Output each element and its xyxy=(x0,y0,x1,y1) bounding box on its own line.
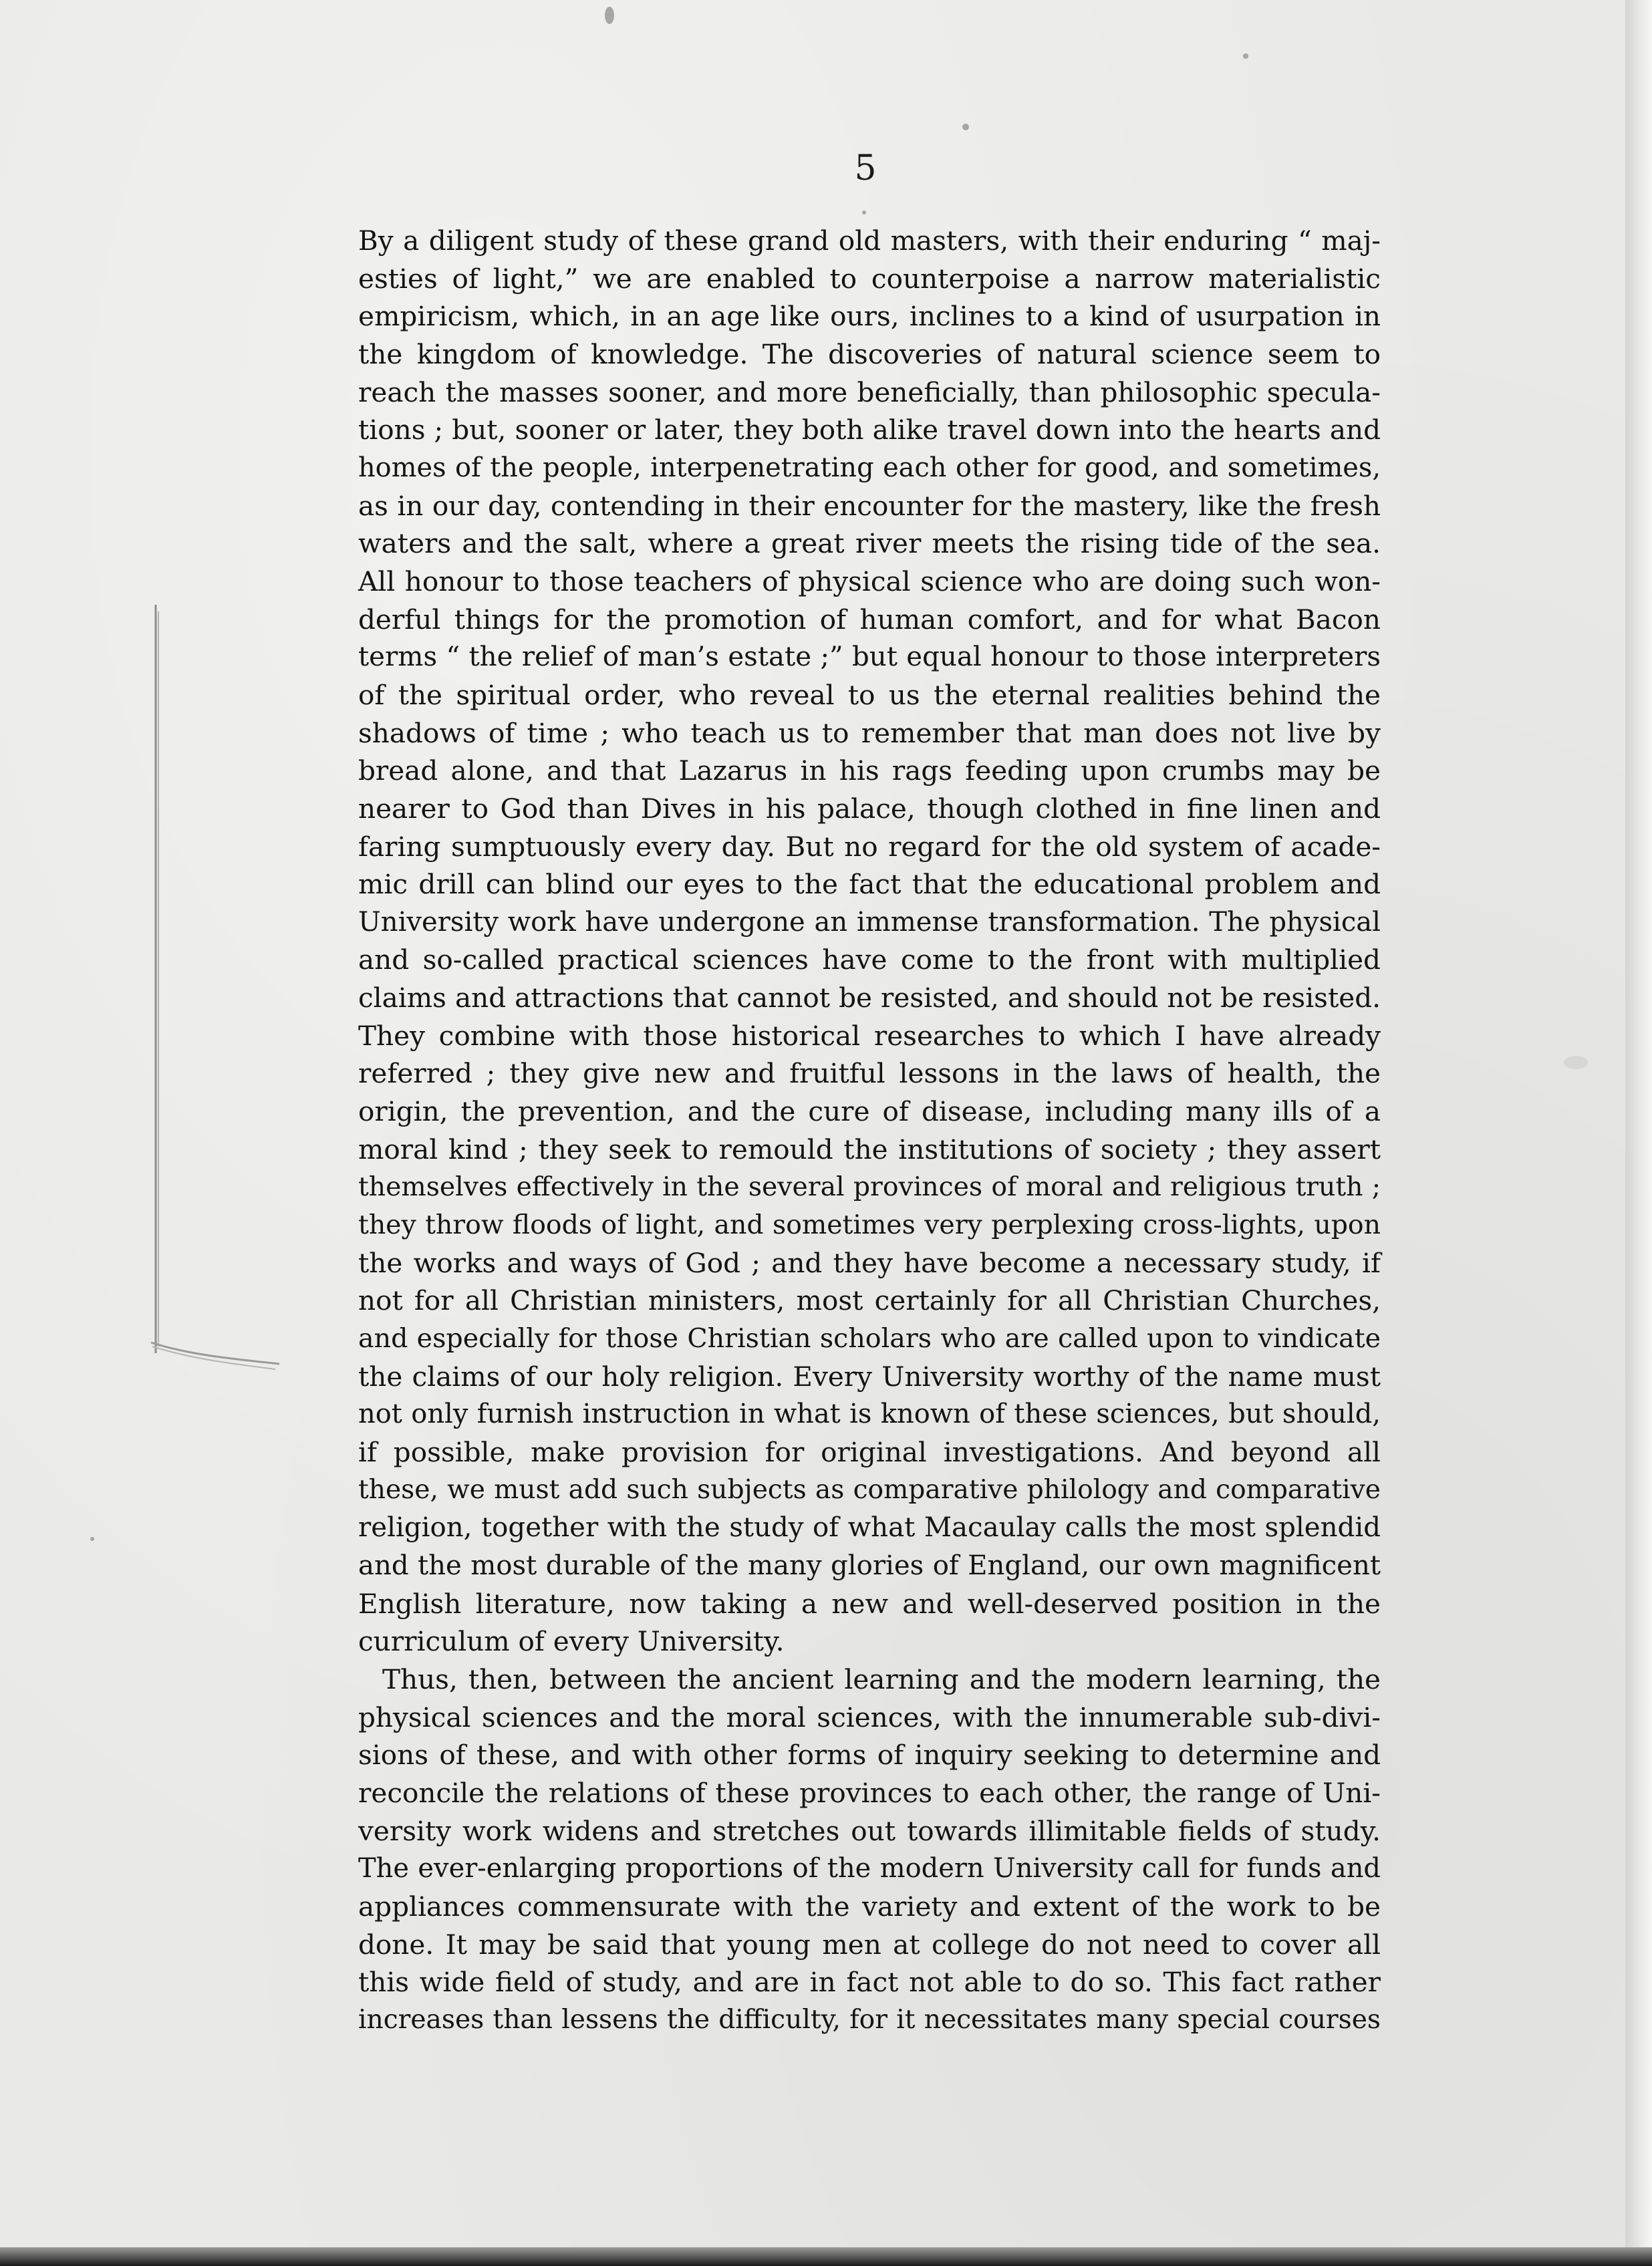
text-line: and especially for those Christian scholars who are called upon to vindicate xyxy=(358,1323,1381,1355)
text-line: University work have undergone an immense transformation. The physical xyxy=(358,906,1381,938)
body-text xyxy=(358,222,1381,2039)
text-line: increases than lessens the difficulty, for it necessitates many special courses xyxy=(358,2004,1381,2035)
text-line: reach the masses sooner, and more beneficially, than philosophic specula- xyxy=(358,376,1381,408)
page-number: 5 xyxy=(854,148,877,188)
text-line: nearer to God than Dives in his palace, though clothed in fine linen and xyxy=(358,792,1381,825)
text-line: bread alone, and that Lazarus in his rags feeding upon crumbs may be xyxy=(358,754,1381,787)
scan-bottom-border xyxy=(0,2247,1652,2266)
paper-speck xyxy=(90,1537,94,1541)
text-line: not only furnish instruction in what is known of these sciences, but should, xyxy=(358,1399,1381,1430)
text-line: terms “ the relief of man’s estate ;” but equal honour to those interpreters xyxy=(358,642,1381,673)
paper-speck xyxy=(1243,53,1248,59)
paper-speck xyxy=(962,124,969,130)
text-line: physical sciences and the moral sciences, with the innumerable sub-divi- xyxy=(358,1701,1381,1733)
text-line: and so-called practical sciences have come to the front with multiplied xyxy=(358,944,1381,976)
text-line: mic drill can blind our eyes to the fact that the educational problem and xyxy=(358,868,1381,901)
text-line: tions ; but, sooner or later, they both alike travel down into the hearts and xyxy=(358,414,1381,446)
text-line: waters and the salt, where a great river meets the rising tide of the sea. xyxy=(358,527,1381,560)
text-line: All honour to those teachers of physical science who are doing such won- xyxy=(358,565,1381,597)
text-line: sions of these, and with other forms of inquiry seeking to determine and xyxy=(358,1739,1381,1772)
text-line: By a diligent study of these grand old masters, with their enduring “ maj- xyxy=(358,225,1381,257)
text-line: reconcile the relations of these provinces to each other, the range of Uni- xyxy=(358,1776,1381,1809)
text-line: done. It may be said that young men at college do not need to cover all xyxy=(358,1928,1381,1961)
text-line: The ever-enlarging proportions of the modern University call for funds and xyxy=(358,1853,1381,1884)
text-line: derful things for the promotion of human comfort, and for what Bacon xyxy=(358,603,1381,635)
text-line: They combine with those historical researches to which I have already xyxy=(358,1019,1381,1052)
text-line: not for all Christian ministers, most certainly for all Christian Churches, xyxy=(358,1284,1381,1317)
paper-speck xyxy=(862,210,866,215)
text-line: if possible, make provision for original investigations. And beyond all xyxy=(358,1436,1381,1468)
text-line: claims and attractions that cannot be resisted, and should not be resisted. xyxy=(358,982,1381,1014)
text-line: versity work widens and stretches out towards illimitable fields of study. xyxy=(358,1814,1381,1847)
page-edge-shadow xyxy=(1625,0,1652,2266)
text-line: the claims of our holy religion. Every University worthy of the name must xyxy=(358,1360,1381,1393)
text-line: as in our day, contending in their encounter for the mastery, like the fresh xyxy=(358,489,1381,522)
text-line: curriculum of every University. xyxy=(358,1625,785,1658)
thread-tail xyxy=(148,1340,282,1380)
text-line: esties of light,” we are enabled to counterpoise a narrow materialistic xyxy=(358,262,1381,295)
text-line: and the most durable of the many glories of England, our own magnificent xyxy=(358,1550,1381,1581)
text-line: the works and ways of God ; and they have become a necessary study, if xyxy=(358,1246,1381,1279)
paper-speck xyxy=(1564,1056,1588,1069)
text-line: they throw floods of light, and sometimes very perplexing cross-lights, upon xyxy=(358,1210,1381,1241)
text-line: Thus, then, between the ancient learning and the modern learning, the xyxy=(382,1663,1381,1695)
paragraph-2 xyxy=(358,1661,1381,2039)
text-line: English literature, now taking a new and well-deserved position in the xyxy=(358,1587,1381,1620)
text-line: themselves effectively in the several provinces of moral and religious truth ; xyxy=(358,1171,1381,1203)
text-line: origin, the prevention, and the cure of disease, including many ills of a xyxy=(358,1095,1381,1128)
text-line: the kingdom of knowledge. The discoveries of natural science seem to xyxy=(358,337,1381,370)
text-line: homes of the people, interpenetrating each other for good, and sometimes, xyxy=(358,452,1381,483)
text-line: of the spiritual order, who reveal to us the eternal realities behind the xyxy=(358,678,1381,711)
text-line: empiricism, which, in an age like ours, inclines to a kind of usurpation in xyxy=(358,300,1381,333)
text-line: religion, together with the study of what Macaulay calls the most splendid xyxy=(358,1512,1381,1544)
text-line: shadows of time ; who teach us to remember that man does not live by xyxy=(358,716,1381,749)
text-line: these, we must add such subjects as comparative philology and comparative xyxy=(358,1474,1381,1505)
text-line: faring sumptuously every day. But no regard for the old system of acade- xyxy=(358,830,1381,863)
binding-thread xyxy=(151,605,160,1353)
paragraph-1 xyxy=(358,222,1381,1661)
text-line: appliances commensurate with the variety and extent of the work to be xyxy=(358,1890,1381,1923)
paper-speck xyxy=(605,7,614,24)
text-line: this wide field of study, and are in fact not able to do so. This fact rather xyxy=(358,1966,1381,1999)
text-line: moral kind ; they seek to remould the institutions of society ; they assert xyxy=(358,1133,1381,1165)
text-line: referred ; they give new and fruitful lessons in the laws of health, the xyxy=(358,1057,1381,1090)
